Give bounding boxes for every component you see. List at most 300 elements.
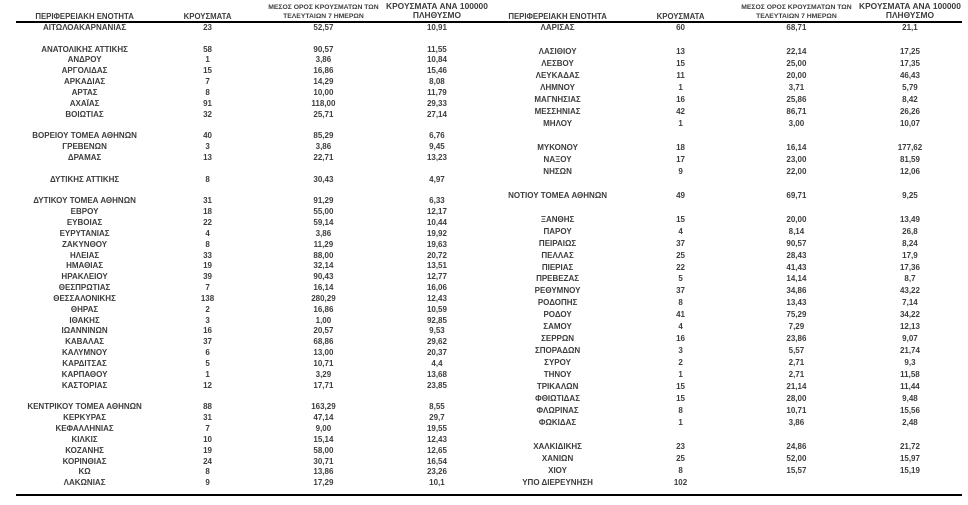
cases-cell: 16 xyxy=(676,334,685,344)
region-cell: ΗΡΑΚΛΕΙΟΥ xyxy=(61,272,108,282)
avg7-cell: 280,29 xyxy=(311,293,336,303)
table-header-left xyxy=(16,2,489,22)
table-row xyxy=(16,175,489,186)
cases-table-right xyxy=(489,2,962,489)
table-row xyxy=(16,413,489,424)
cases-cell: 41 xyxy=(676,310,685,320)
header-avg7 xyxy=(735,2,858,22)
avg7-cell: 91,29 xyxy=(313,196,334,206)
table-row xyxy=(16,326,489,337)
per100k-cell: 5,79 xyxy=(902,83,918,93)
per100k-cell: 6,33 xyxy=(429,196,445,206)
per100k-cell: 10,07 xyxy=(899,119,920,129)
header-avg7-line1: ΜΕΣΟΣ ΟΡΟΣ ΚΡΟΥΣΜΑΤΩΝ ΤΩΝ xyxy=(741,4,852,12)
per100k-cell: 16,06 xyxy=(426,283,447,293)
table-row xyxy=(16,359,489,370)
table-row xyxy=(489,47,962,59)
cases-cell: 7 xyxy=(205,424,210,434)
header-region xyxy=(16,2,153,22)
avg7-cell: 13,00 xyxy=(313,348,334,358)
per100k-cell: 9,07 xyxy=(902,334,918,344)
header-per100k xyxy=(858,2,962,22)
avg7-cell: 58,00 xyxy=(313,445,334,455)
header-region-label: ΠΕΡΙΦΕΡΕΙΑΚΗ ΕΝΟΤΗΤΑ xyxy=(35,11,134,21)
region-cell: ΛΑΡΙΣΑΣ xyxy=(540,23,575,33)
cases-cell: 1 xyxy=(205,55,210,65)
avg7-cell: 16,86 xyxy=(313,66,334,76)
region-cell: ΜΕΣΣΗΝΙΑΣ xyxy=(534,107,581,117)
avg7-cell: 25,86 xyxy=(786,95,807,105)
table-row xyxy=(16,251,489,262)
per100k-cell: 29,7 xyxy=(429,413,445,423)
avg7-cell: 20,57 xyxy=(313,326,334,336)
region-cell: ΠΕΙΡΑΙΩΣ xyxy=(538,238,577,248)
cases-cell: 1 xyxy=(678,119,683,129)
avg7-cell: 15,14 xyxy=(313,434,334,444)
table-row xyxy=(16,457,489,468)
header-avg7-line2: ΤΕΛΕΥΤΑΙΩΝ 7 ΗΜΕΡΩΝ xyxy=(283,12,364,20)
per100k-cell: 13,51 xyxy=(426,261,447,271)
table-row xyxy=(489,95,962,107)
table-row xyxy=(16,294,489,305)
avg7-cell: 118,00 xyxy=(311,98,336,108)
per100k-cell: 26,26 xyxy=(899,107,920,117)
avg7-cell: 3,86 xyxy=(315,55,332,65)
table-row xyxy=(16,316,489,327)
table-row xyxy=(16,272,489,283)
cases-cell: 8 xyxy=(205,467,210,477)
region-cell: ΛΕΣΒΟΥ xyxy=(541,59,574,69)
table-row xyxy=(489,286,962,298)
cases-cell: 91 xyxy=(203,98,212,108)
table-row xyxy=(16,88,489,99)
per100k-cell: 17,9 xyxy=(902,250,918,260)
per100k-cell: 9,3 xyxy=(904,358,916,368)
avg7-cell: 34,86 xyxy=(786,286,807,296)
per100k-cell: 11,58 xyxy=(900,370,920,380)
per100k-cell: 16,54 xyxy=(426,456,447,466)
cases-cell: 19 xyxy=(203,445,212,455)
region-cell: ΝΑΞΟΥ xyxy=(543,154,572,164)
table-row xyxy=(489,226,962,238)
region-cell: ΠΕΛΛΑΣ xyxy=(541,250,574,260)
cases-cell: 8 xyxy=(678,465,683,475)
cases-cell: 42 xyxy=(676,107,685,117)
cases-cell: 40 xyxy=(203,131,212,141)
per100k-cell: 4,4 xyxy=(431,358,443,368)
per100k-cell: 8,7 xyxy=(904,274,916,284)
per100k-cell: 29,62 xyxy=(426,337,447,347)
per100k-cell: 9,53 xyxy=(429,326,445,336)
spacer-row xyxy=(16,34,489,45)
table-row xyxy=(16,99,489,110)
cases-cell: 1 xyxy=(678,417,683,427)
table-header-right xyxy=(489,2,962,22)
cases-cell: 9 xyxy=(678,166,683,176)
per100k-cell: 12,13 xyxy=(899,322,920,332)
table-row xyxy=(489,214,962,226)
header-per100k-line2: ΠΛΗΘΥΣΜΟ xyxy=(885,10,934,21)
avg7-cell: 16,14 xyxy=(313,283,334,293)
region-cell: ΤΡΙΚΑΛΩΝ xyxy=(536,382,579,392)
per100k-cell: 9,25 xyxy=(902,190,918,200)
cases-cell: 15 xyxy=(676,394,685,403)
cases-cell: 8 xyxy=(678,405,683,415)
per100k-cell: 10,44 xyxy=(426,218,447,227)
per100k-cell: 19,92 xyxy=(426,228,447,238)
cases-cell: 18 xyxy=(676,142,685,152)
table-row xyxy=(16,22,489,34)
avg7-cell: 59,14 xyxy=(313,218,334,227)
region-cell: ΑΡΤΑΣ xyxy=(71,87,98,97)
region-cell: ΣΠΟΡΑΔΩΝ xyxy=(534,346,581,356)
spacer-row xyxy=(489,429,962,441)
table-row xyxy=(16,478,489,489)
avg7-cell: 25,00 xyxy=(786,59,807,69)
table-row xyxy=(16,66,489,77)
per100k-cell: 21,1 xyxy=(902,23,918,33)
avg7-cell: 10,71 xyxy=(313,358,334,368)
table-row xyxy=(489,393,962,405)
table-row xyxy=(16,153,489,164)
avg7-cell: 13,43 xyxy=(786,298,807,308)
per100k-cell: 34,22 xyxy=(899,310,920,320)
spacer-cell xyxy=(489,35,962,47)
region-cell: ΤΗΝΟΥ xyxy=(543,370,572,380)
header-avg7-line2: ΤΕΛΕΥΤΑΙΩΝ 7 ΗΜΕΡΩΝ xyxy=(756,12,837,20)
cases-cell: 7 xyxy=(205,77,210,87)
region-cell: ΚΑΒΑΛΑΣ xyxy=(65,337,105,347)
avg7-cell: 5,57 xyxy=(788,346,805,356)
spacer-row xyxy=(16,185,489,196)
per100k-cell: 8,08 xyxy=(429,77,445,87)
region-cell: ΦΛΩΡΙΝΑΣ xyxy=(536,405,579,415)
cases-cell: 3 xyxy=(678,346,683,356)
region-cell: ΛΕΥΚΑΔΑΣ xyxy=(535,71,580,81)
per100k-cell: 13,49 xyxy=(899,214,920,224)
per100k-cell: 23,85 xyxy=(426,380,447,390)
spacer-cell xyxy=(489,429,962,441)
region-cell: ΗΜΑΘΙΑΣ xyxy=(66,261,104,271)
spacer-row xyxy=(16,120,489,131)
region-cell: ΘΕΣΣΑΛΟΝΙΚΗΣ xyxy=(53,293,116,303)
cases-cell: 25 xyxy=(676,453,685,463)
per100k-cell: 9,45 xyxy=(429,142,445,152)
per100k-cell: 10,91 xyxy=(426,22,447,32)
region-cell: ΑΝΑΤΟΛΙΚΗΣ ΑΤΤΙΚΗΣ xyxy=(41,44,128,54)
region-cell: ΚΟΡΙΝΘΙΑΣ xyxy=(62,456,107,466)
table-row xyxy=(16,348,489,359)
region-cell: ΚΩ xyxy=(78,467,91,477)
cases-cell: 18 xyxy=(203,207,212,217)
header-region xyxy=(489,2,626,22)
cases-cell: 60 xyxy=(676,23,685,33)
region-cell: ΚΑΛΥΜΝΟΥ xyxy=(61,348,108,358)
table-row xyxy=(489,119,962,131)
table-row xyxy=(489,298,962,310)
region-cell: ΜΥΚΟΝΟΥ xyxy=(537,142,578,152)
table-row xyxy=(16,370,489,381)
avg7-cell: 10,71 xyxy=(786,405,807,415)
table-row xyxy=(16,131,489,142)
header-cases xyxy=(626,2,735,22)
table-row xyxy=(16,77,489,88)
region-cell: ΚΑΡΠΑΘΟΥ xyxy=(61,369,108,379)
per100k-cell: 12,43 xyxy=(426,434,447,444)
table-row xyxy=(16,435,489,446)
avg7-cell: 47,14 xyxy=(313,413,334,423)
region-cell: ΣΑΜΟΥ xyxy=(543,322,572,332)
cases-cell: 13 xyxy=(676,47,685,57)
table-row xyxy=(16,337,489,348)
per100k-cell: 10,84 xyxy=(426,55,447,65)
avg7-cell: 88,00 xyxy=(313,250,334,260)
region-cell: ΠΙΕΡΙΑΣ xyxy=(541,262,574,272)
avg7-cell: 23,00 xyxy=(786,154,807,164)
per100k-cell: 21,72 xyxy=(899,441,920,451)
avg7-cell: 3,71 xyxy=(788,83,805,93)
avg7-cell: 68,71 xyxy=(786,23,807,33)
avg7-cell: 3,29 xyxy=(315,369,332,379)
table-row xyxy=(489,334,962,346)
header-per100k-line1: ΚΡΟΥΣΜΑΤΑ ΑΝΑ 100000 xyxy=(386,2,488,11)
per100k-cell: 15,46 xyxy=(426,66,447,76)
avg7-cell: 90,57 xyxy=(313,44,334,54)
per100k-cell: 43,22 xyxy=(899,286,920,296)
avg7-cell: 52,57 xyxy=(313,22,334,32)
avg7-cell: 32,14 xyxy=(313,261,334,271)
region-cell: ΒΟΙΩΤΙΑΣ xyxy=(65,109,104,119)
per100k-cell: 6,76 xyxy=(429,131,445,141)
per100k-cell xyxy=(858,477,962,489)
region-cell: ΜΗΛΟΥ xyxy=(543,119,573,129)
table-row xyxy=(489,238,962,250)
cases-cell: 9 xyxy=(205,478,210,488)
per100k-cell: 11,44 xyxy=(900,382,920,392)
table-row xyxy=(16,424,489,435)
table-row xyxy=(489,22,962,35)
table-row xyxy=(489,274,962,286)
avg7-cell: 68,86 xyxy=(313,337,334,347)
avg7-cell: 22,00 xyxy=(786,166,807,176)
avg7-cell: 11,29 xyxy=(313,239,334,249)
region-cell: ΚΕΝΤΡΙΚΟΥ ΤΟΜΕΑ ΑΘΗΝΩΝ xyxy=(27,402,142,412)
per100k-cell: 12,17 xyxy=(426,207,447,217)
region-cell: ΚΑΣΤΟΡΙΑΣ xyxy=(61,380,108,390)
cases-cell: 15 xyxy=(676,382,685,392)
table-row xyxy=(489,477,962,489)
cases-cell: 2 xyxy=(205,304,210,314)
avg7-cell: 16,14 xyxy=(786,142,807,152)
per100k-cell: 19,55 xyxy=(426,424,447,434)
region-cell: ΧΙΟΥ xyxy=(548,465,568,475)
per100k-cell: 21,74 xyxy=(899,346,920,356)
cases-cell: 15 xyxy=(676,214,685,224)
region-cell: ΕΥΡΥΤΑΝΙΑΣ xyxy=(59,228,110,238)
cases-cell: 37 xyxy=(676,238,685,248)
per100k-cell: 26,8 xyxy=(902,226,918,236)
avg7-cell: 3,86 xyxy=(315,142,332,152)
per100k-cell: 19,63 xyxy=(426,239,447,249)
cases-cell: 88 xyxy=(203,402,212,412)
table-row xyxy=(16,229,489,240)
region-cell: ΕΒΡΟΥ xyxy=(70,207,99,217)
spacer-cell xyxy=(489,202,962,214)
cases-cell: 49 xyxy=(676,190,685,200)
per100k-cell: 15,19 xyxy=(899,465,920,475)
avg7-cell: 23,86 xyxy=(786,334,807,344)
per100k-cell: 15,97 xyxy=(899,453,920,463)
region-cell: ΛΑΣΙΘΙΟΥ xyxy=(538,47,577,57)
table-row xyxy=(489,142,962,154)
region-cell: ΚΑΡΔΙΤΣΑΣ xyxy=(62,358,107,368)
avg7-cell: 30,43 xyxy=(313,174,334,184)
per100k-cell: 46,43 xyxy=(899,71,920,81)
region-cell: ΘΕΣΠΡΩΤΙΑΣ xyxy=(58,283,111,293)
avg7-cell: 30,71 xyxy=(313,456,334,466)
cases-cell: 39 xyxy=(203,272,212,282)
region-cell: ΑΡΓΟΛΙΔΑΣ xyxy=(61,66,108,76)
spacer-row xyxy=(489,178,962,190)
region-cell: ΦΘΙΩΤΙΔΑΣ xyxy=(535,394,581,403)
avg7-cell: 90,57 xyxy=(786,238,807,248)
header-per100k-line1: ΚΡΟΥΣΜΑΤΑ ΑΝΑ 100000 xyxy=(859,2,961,11)
region-cell: ΦΩΚΙΔΑΣ xyxy=(538,417,577,427)
region-cell: ΠΡΕΒΕΖΑΣ xyxy=(536,274,580,284)
cases-cell: 4 xyxy=(678,226,683,236)
avg7-cell: 86,71 xyxy=(786,107,807,117)
avg7-cell: 8,14 xyxy=(788,226,805,236)
per100k-cell: 12,65 xyxy=(426,445,447,455)
spacer-cell xyxy=(16,185,489,196)
cases-cell: 19 xyxy=(203,261,212,271)
region-cell: ΒΟΡΕΙΟΥ ΤΟΜΕΑ ΑΘΗΝΩΝ xyxy=(32,131,137,141)
avg7-cell: 75,29 xyxy=(786,310,807,320)
cases-cell: 24 xyxy=(203,456,212,466)
region-cell: ΣΕΡΡΩΝ xyxy=(541,334,575,344)
per100k-cell: 12,43 xyxy=(426,293,447,303)
cases-cell: 23 xyxy=(203,22,212,32)
cases-cell: 58 xyxy=(203,44,212,54)
table-row xyxy=(16,142,489,153)
cases-cell: 2 xyxy=(678,358,683,368)
table-row xyxy=(489,71,962,83)
per100k-cell: 29,33 xyxy=(426,98,447,108)
region-cell: ΙΘΑΚΗΣ xyxy=(69,315,100,325)
table-row xyxy=(489,465,962,477)
avg7-cell: 90,43 xyxy=(313,272,334,282)
cases-cell: 31 xyxy=(203,196,212,206)
region-cell: ΞΑΝΘΗΣ xyxy=(540,214,575,224)
cases-cell: 16 xyxy=(676,95,685,105)
cases-cell: 1 xyxy=(678,370,683,380)
cases-cell: 5 xyxy=(678,274,683,284)
table-row xyxy=(489,322,962,334)
avg7-cell: 28,43 xyxy=(786,250,807,260)
per100k-cell: 10,59 xyxy=(426,304,447,314)
cases-cell: 32 xyxy=(203,109,212,119)
region-cell: ΜΑΓΝΗΣΙΑΣ xyxy=(534,95,581,105)
avg7-cell: 3,00 xyxy=(788,119,805,129)
avg7-cell: 2,71 xyxy=(788,358,805,368)
avg7-cell: 21,14 xyxy=(786,382,807,392)
avg7-cell: 20,00 xyxy=(786,71,807,81)
per100k-cell: 17,35 xyxy=(899,59,920,69)
cases-cell: 7 xyxy=(205,283,210,293)
per100k-cell: 27,14 xyxy=(426,109,447,119)
table-row xyxy=(489,250,962,262)
table-row xyxy=(16,381,489,392)
cases-cell: 138 xyxy=(200,293,215,303)
cases-cell: 1 xyxy=(205,369,210,379)
region-cell: ΚΙΛΚΙΣ xyxy=(71,434,98,444)
table-row xyxy=(489,59,962,71)
cases-table-left xyxy=(16,2,489,489)
per100k-cell: 8,55 xyxy=(429,402,445,412)
cases-cell: 102 xyxy=(673,477,688,487)
table-row xyxy=(16,110,489,121)
avg7-cell: 17,29 xyxy=(313,478,334,488)
avg7-cell: 55,00 xyxy=(313,207,334,217)
avg7-cell: 3,86 xyxy=(788,417,805,427)
avg7-cell: 17,71 xyxy=(313,380,334,390)
table-row xyxy=(16,218,489,229)
per100k-cell: 81,59 xyxy=(899,154,920,164)
table-row xyxy=(489,154,962,166)
cases-cell: 11 xyxy=(676,71,685,81)
avg7-cell: 85,29 xyxy=(313,131,334,141)
region-cell: ΘΗΡΑΣ xyxy=(70,304,99,314)
table-row xyxy=(16,240,489,251)
per100k-cell: 2,48 xyxy=(902,417,918,427)
avg7-cell: 163,29 xyxy=(311,402,336,412)
per100k-cell: 9,48 xyxy=(902,394,918,403)
per100k-cell: 11,79 xyxy=(427,87,447,97)
table-row xyxy=(16,55,489,66)
table-row xyxy=(489,382,962,394)
cases-cell: 22 xyxy=(676,262,685,272)
region-cell: ΕΥΒΟΙΑΣ xyxy=(66,218,103,227)
cases-cell: 3 xyxy=(205,315,210,325)
spacer-row xyxy=(16,392,489,403)
per100k-cell: 17,25 xyxy=(899,47,920,57)
region-cell: ΥΠΟ ΔΙΕΡΕΥΝΗΣΗ xyxy=(522,477,593,487)
cases-cell: 15 xyxy=(676,59,685,69)
cases-cell: 33 xyxy=(203,250,212,260)
cases-cell: 15 xyxy=(203,66,212,76)
per100k-cell: 20,72 xyxy=(426,250,447,260)
table-row xyxy=(489,83,962,95)
region-cell: ΧΑΛΚΙΔΙΚΗΣ xyxy=(533,441,582,451)
header-cases-label: ΚΡΟΥΣΜΑΤΑ xyxy=(656,11,705,21)
per100k-cell: 8,42 xyxy=(902,95,918,105)
avg7-cell: 15,57 xyxy=(786,465,807,475)
avg7-cell: 69,71 xyxy=(786,190,807,200)
per100k-cell: 177,62 xyxy=(897,142,923,152)
region-cell: ΚΕΦΑΛΛΗΝΙΑΣ xyxy=(55,424,114,434)
avg7-cell xyxy=(735,477,858,489)
table-body-right xyxy=(489,22,962,489)
region-cell: ΗΛΕΙΑΣ xyxy=(69,250,100,260)
per100k-cell: 11,55 xyxy=(427,44,447,54)
cases-cell: 8 xyxy=(205,87,210,97)
region-cell: ΚΟΖΑΝΗΣ xyxy=(65,445,104,455)
spacer-cell xyxy=(16,120,489,131)
avg7-cell: 28,00 xyxy=(786,394,807,403)
table-row xyxy=(16,45,489,56)
region-cell: ΡΕΘΥΜΝΟΥ xyxy=(534,286,581,296)
spacer-row xyxy=(489,130,962,142)
